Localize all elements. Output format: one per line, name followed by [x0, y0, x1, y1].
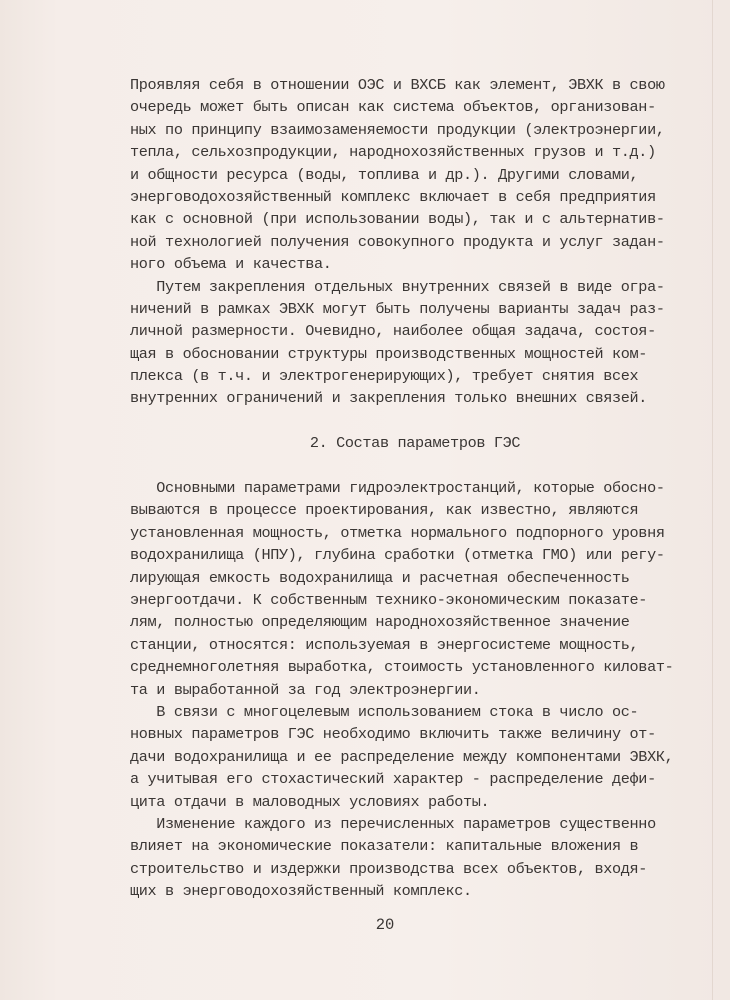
paragraph-4: [130, 701, 710, 813]
text-line: станции, относятся: используемая в энергосистеме мощность,: [130, 635, 639, 654]
text-line: энерговодохозяйственный комплекс включает в себя предприятия: [130, 187, 656, 206]
text-line: строительство и издержки производства всех объектов, входя-: [130, 859, 648, 878]
text-line: энергоотдачи. К собственным технико-экономическим показате-: [130, 590, 648, 609]
paragraph-1: [130, 74, 710, 276]
text-line: водохранилища (НПУ), глубина сработки (отметка ГМО) или регу-: [130, 546, 665, 565]
text-line: тепла, сельхозпродукции, народнохозяйственных грузов и т.д.): [130, 143, 656, 162]
paragraph-5: [130, 813, 710, 903]
text-line: среднемноголетняя выработка, стоимость установленного киловат-: [130, 658, 674, 677]
text-line: влияет на экономические показатели: капитальные вложения в: [130, 837, 639, 856]
text-line: установленная мощность, отметка нормального подпорного уровня: [130, 523, 665, 542]
paragraph-3: [130, 477, 710, 701]
text-line: лям, полностью определяющим народнохозяйственное значение: [130, 613, 630, 632]
text-line: цита отдачи в маловодных условиях работы.: [130, 792, 490, 811]
page-text: [130, 74, 710, 902]
text-line: лирующая емкость водохранилища и расчетная обеспеченность: [130, 568, 630, 587]
text-line: ных по принципу взаимозаменяемости продукции (электроэнергии,: [130, 120, 665, 139]
text-line: очередь может быть описан как система объектов, организован-: [130, 98, 656, 117]
text-line: плекса (в т.ч. и электрогенерирующих), требует снятия всех: [130, 367, 639, 386]
text-line: а учитывая его стохастический характер - распределение дефи-: [130, 770, 656, 789]
text-line: новных параметров ГЭС необходимо включить также величину от-: [130, 725, 656, 744]
text-line: и общности ресурса (воды, топлива и др.). Другими словами,: [130, 165, 639, 184]
spacer: [130, 410, 710, 432]
text-line: Основными параметрами гидроэлектростанций, которые обосно-: [130, 479, 665, 498]
text-line: Проявляя себя в отношении ОЭС и ВХСБ как элемент, ЭВХК в свою: [130, 76, 665, 94]
page-edge-shadow: [712, 0, 713, 1000]
text-line: личной размерности. Очевидно, наиболее общая задача, состоя-: [130, 322, 656, 341]
text-line: В связи с многоцелевым использованием стока в число ос-: [130, 702, 639, 721]
text-line: как с основной (при использовании воды), так и с альтернатив-: [130, 210, 665, 229]
section-heading: 2. Состав параметров ГЭС: [309, 434, 521, 453]
spacer: [130, 455, 710, 477]
text-line: та и выработанной за год электроэнергии.: [130, 680, 481, 699]
text-line: ной технологией получения совокупного продукта и услуг задан-: [130, 232, 665, 251]
page-number: 20: [375, 916, 395, 934]
text-line: щих в энерговодохозяйственный комплекс.: [130, 882, 472, 901]
paragraph-2: [130, 276, 710, 410]
text-line: ничений в рамках ЭВХК могут быть получены варианты задач раз-: [130, 299, 665, 318]
text-line: внутренних ограничений и закрепления только внешних связей.: [130, 389, 648, 408]
text-line: ного объема и качества.: [130, 255, 332, 274]
text-line: щая в обосновании структуры производственных мощностей ком-: [130, 344, 648, 363]
text-line: Изменение каждого из перечисленных параметров существенно: [130, 814, 656, 833]
text-line: дачи водохранилища и ее распределение между компонентами ЭВХК,: [130, 747, 674, 766]
text-line: Путем закрепления отдельных внутренних связей в виде огра-: [130, 277, 665, 296]
text-line: вываются в процессе проектирования, как известно, являются: [130, 501, 639, 520]
